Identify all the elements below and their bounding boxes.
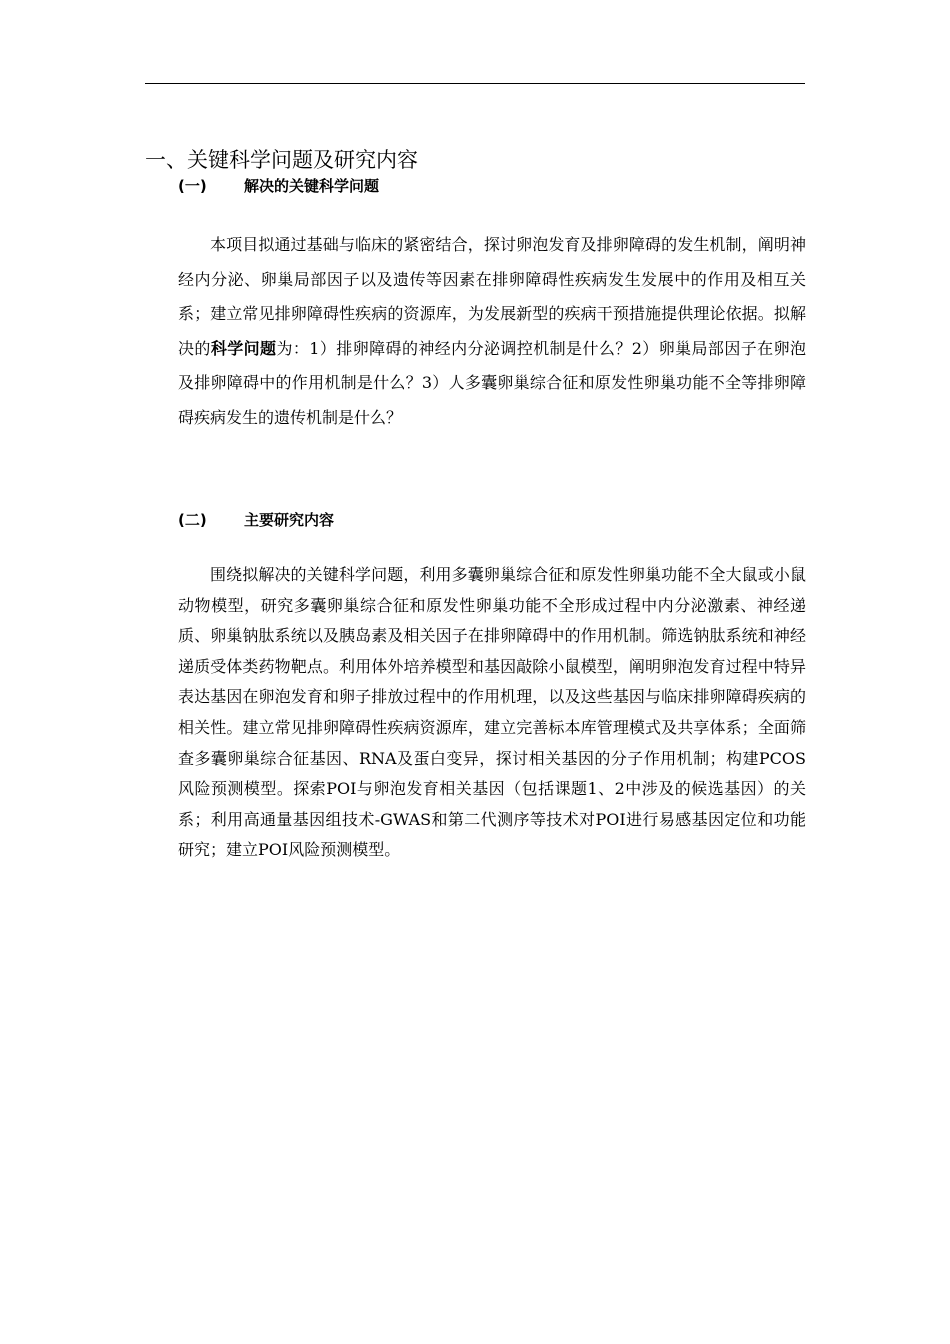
key-questions-bold-term: 科学问题 bbox=[210, 338, 277, 358]
key-questions-text-1: 本项目拟通过基础与临床的紧密结合，探讨卵泡发育及排卵障碍的发生机制，阐明神经内分泌、卵巢局部因子以及遗传等因素在排卵障碍性疾病发生发展中的作用及相互关系；建立常见排卵障碍性疾病的资源库，为发展新型的疾病干预措施提供理论依据。拟解决的 bbox=[178, 235, 806, 358]
subsection-number-2: (二) bbox=[178, 511, 207, 529]
subsection-heading-2 bbox=[178, 510, 334, 530]
subsection-number-1: (一) bbox=[178, 177, 207, 195]
header-rule bbox=[145, 83, 805, 84]
section-heading: 一、关键科学问题及研究内容 bbox=[145, 148, 418, 172]
subsection-title-2: 主要研究内容 bbox=[244, 511, 335, 529]
key-questions-text-2: 为：1）排卵障碍的神经内分泌调控机制是什么？2）卵巢局部因子在卵泡及排卵障碍中的作用机制是什么？3）人多囊卵巢综合征和原发性卵巢功能不全等排卵障碍疾病发生的遗传机制是什么？ bbox=[178, 338, 806, 427]
subsection-heading-1 bbox=[178, 176, 379, 196]
key-questions-paragraph bbox=[178, 228, 806, 435]
subsection-title-1: 解决的关键科学问题 bbox=[244, 177, 380, 195]
research-content-paragraph: 围绕拟解决的关键科学问题，利用多囊卵巢综合征和原发性卵巢功能不全大鼠或小鼠动物模型，研究多囊卵巢综合征和原发性卵巢功能不全形成过程中内分泌激素、神经递质、卵巢钠肽系统以及胰岛素及相关因子在排卵障碍中的作用机制。筛选钠肽系统和神经递质受体类药物靶点。利用体外培养模型和基因敲除小鼠模型，阐明卵泡发育过程中特异表达基因在卵泡发育和卵子排放过程中的作用机理，以及这些基因与临床排卵障碍疾病的相关性。建立常见排卵障碍性疾病资源库，建立完善标本库管理模式及共享体系；全面筛查多囊卵巢综合征基因、RNA及蛋白变异，探讨相关基因的分子作用机制；构建PCOS风险预测模型。探索POI与卵泡发育相关基因（包括课题1、2中涉及的候选基因）的关系；利用高通量基因组技术-GWAS和第二代测序等技术对POI进行易感基因定位和功能研究；建立POI风险预测模型。 bbox=[178, 565, 806, 860]
